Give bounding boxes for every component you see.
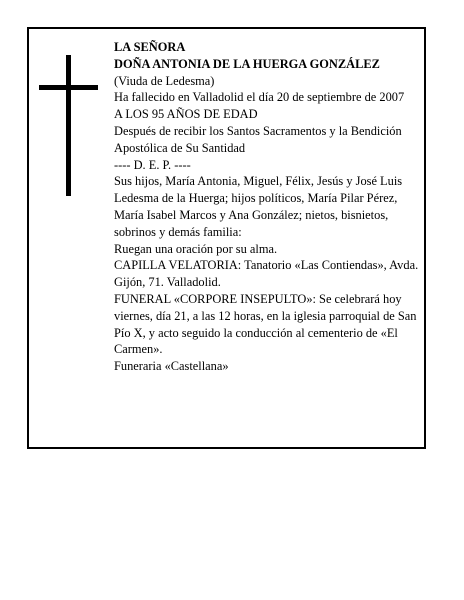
funeral-home: Funeraria «Castellana» xyxy=(114,359,229,374)
cross-vertical-bar xyxy=(66,55,71,196)
prayer-request: Ruegan una oración por su alma. xyxy=(114,241,278,256)
deceased-name: DOÑA ANTONIA DE LA HUERGA GONZÁLEZ xyxy=(114,56,380,71)
age-statement: A LOS 95 AÑOS DE EDAD xyxy=(114,107,258,122)
family-statement: Sus hijos, María Antonia, Miguel, Félix, Jesús y José Luis Ledesma de la Huerga; hijos políticos, María Pilar Pérez, María Isabel Marcos y Ana González; nietos, bisnietos, sobrinos y demás familia: xyxy=(114,174,403,239)
rip-line: ---- D. E. P. ---- xyxy=(114,157,191,172)
obituary-text xyxy=(114,39,420,375)
cross-horizontal-bar xyxy=(39,85,98,90)
funeral-info: FUNERAL «CORPORE INSEPULTO»: Se celebrará hoy viernes, día 21, a las 12 horas, en la iglesia parroquial de San Pío X, y acto seguido la conducción al cementerio de «El Carmen». xyxy=(114,291,417,357)
chapel-info: CAPILLA VELATORIA: Tanatorio «Las Contiendas», Avda. Gijón, 71. Valladolid. xyxy=(114,258,419,290)
sacraments-statement: Después de recibir los Santos Sacramentos y la Bendición Apostólica de Su Santidad xyxy=(114,123,402,155)
widow-of: (Viuda de Ledesma) xyxy=(114,73,215,88)
death-statement: Ha fallecido en Valladolid el día 20 de septiembre de 2007 xyxy=(114,90,405,105)
notice-header: LA SEÑORA xyxy=(114,40,186,54)
